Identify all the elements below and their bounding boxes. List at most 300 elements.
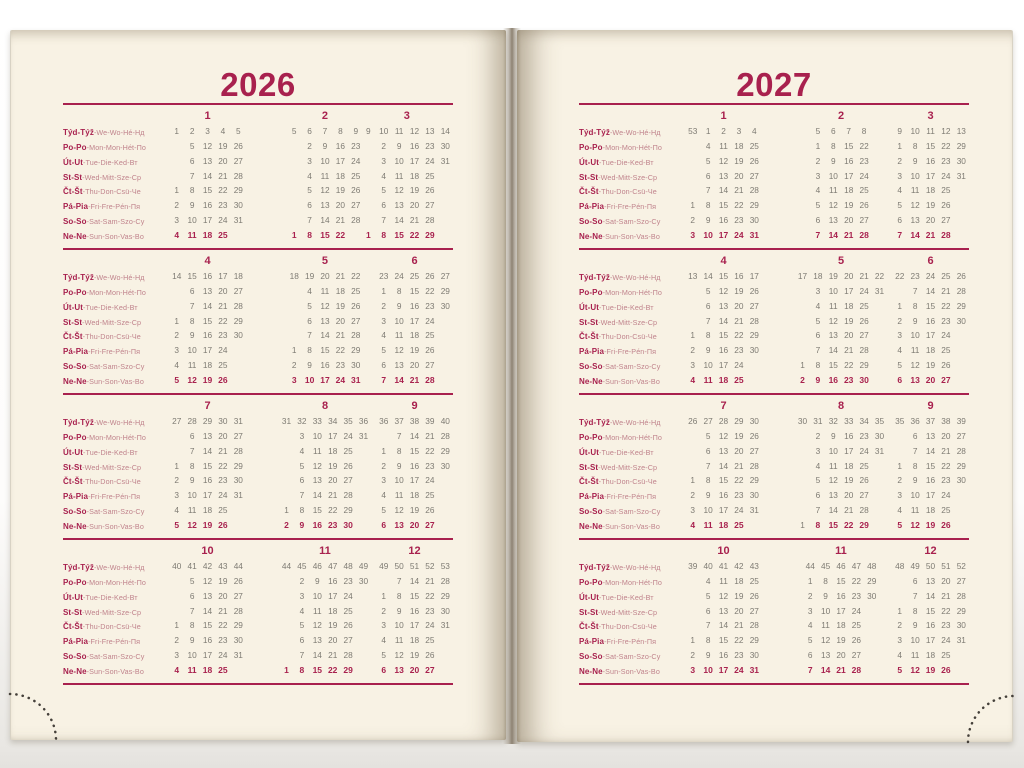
- label-spacer: [63, 254, 160, 269]
- week-number-cell: 9: [353, 125, 359, 136]
- day-label-column: [579, 544, 676, 678]
- sunday-cell: 2: [800, 375, 805, 386]
- day-cell: 24: [941, 635, 951, 646]
- day-row-label: [63, 574, 160, 589]
- day-label-bold: Čt-Št: [579, 187, 599, 197]
- sunday-cell: 4: [690, 375, 696, 386]
- day-cell: [231, 663, 246, 678]
- day-cell: 7: [307, 215, 312, 226]
- day-cell: 27: [425, 360, 435, 371]
- week-number-cell: 13: [425, 125, 435, 136]
- day-cell: 5: [897, 360, 903, 371]
- day-cell: 11: [394, 635, 404, 646]
- day-label-column: [63, 544, 160, 678]
- day-cell: 23: [851, 590, 861, 601]
- day-cell: 30: [956, 475, 966, 486]
- day-cell: 26: [425, 650, 435, 661]
- day-cell: 4: [174, 360, 180, 371]
- day-cell: 8: [396, 285, 402, 296]
- day-cell: 26: [749, 155, 759, 166]
- week-number-cell: 20: [844, 270, 854, 281]
- day-cell: 21: [844, 345, 854, 356]
- day-cell: 14: [202, 445, 213, 456]
- day-cell: 23: [425, 140, 435, 151]
- month-block: [876, 399, 969, 533]
- day-cell: 23: [734, 650, 744, 661]
- day-cell: 13: [202, 155, 213, 166]
- day-cell: 9: [396, 605, 402, 616]
- day-cell: 12: [320, 185, 330, 196]
- day-cell: 15: [409, 285, 420, 296]
- day-cell: 1: [800, 520, 805, 531]
- sunday-cell: 11: [187, 230, 197, 241]
- day-cell: 5: [189, 575, 195, 586]
- day-cell: 17: [718, 505, 729, 516]
- day-cell: 1: [174, 460, 180, 471]
- week-number-cell: 9: [366, 125, 371, 136]
- day-cell: 24: [859, 285, 869, 296]
- day-cell: 26: [425, 505, 435, 516]
- week-number-cell: 31: [233, 415, 243, 426]
- week-number-cell: 23: [910, 270, 920, 281]
- week-number-cell: 44: [233, 560, 243, 571]
- day-cell: 30: [358, 575, 369, 586]
- day-cell: 11: [828, 185, 838, 196]
- day-cell: 26: [749, 285, 759, 296]
- day-cell: 21: [218, 445, 228, 456]
- week-number-cell: 20: [320, 270, 330, 281]
- week-number-cell: 10: [379, 125, 389, 136]
- sunday-cell: 14: [394, 375, 404, 386]
- day-cell: [279, 589, 294, 604]
- label-spacer: [579, 254, 676, 269]
- day-cell: 21: [218, 170, 228, 181]
- day-cell: [231, 373, 246, 388]
- day-row-label: [63, 154, 160, 169]
- day-row-label: [63, 648, 160, 663]
- day-cell: [954, 648, 969, 663]
- day-cell: 19: [328, 620, 338, 631]
- day-cell: [747, 358, 762, 373]
- week-number-cell: 6: [830, 125, 836, 136]
- day-cell: 16: [925, 155, 936, 166]
- day-cell: 26: [425, 185, 435, 196]
- day-cell: 8: [912, 605, 918, 616]
- day-cell: 1: [800, 360, 805, 371]
- day-cell: 9: [823, 590, 828, 601]
- day-row-label: [63, 414, 160, 429]
- sunday-cell: 3: [690, 665, 696, 676]
- day-label-bold: Týd-Týž: [579, 272, 610, 282]
- day-cell: 4: [705, 575, 711, 586]
- right-page-content: [579, 30, 969, 742]
- day-label-translations: -Tue-Die-Ked-Вт: [599, 302, 654, 312]
- day-label-translations: -We-Wo-Hé-Нд: [609, 562, 661, 572]
- day-cell: 28: [343, 490, 353, 501]
- day-cell: 29: [956, 300, 966, 311]
- week-number-cell: 39: [956, 415, 966, 426]
- day-cell: 9: [705, 345, 711, 356]
- day-row-label: [63, 139, 160, 154]
- day-cell: 10: [312, 430, 322, 441]
- day-row-label: [63, 589, 160, 604]
- sunday-cell: 19: [202, 375, 213, 386]
- day-label-bold: Po-Po: [63, 432, 87, 442]
- day-row-label: [63, 488, 160, 503]
- week-number-cell: 19: [828, 270, 838, 281]
- day-cell: 22: [859, 140, 869, 151]
- day-label-translations: -Sun-Son-Vas-Во: [602, 377, 660, 387]
- day-cell: 17: [718, 360, 729, 371]
- day-cell: [287, 169, 302, 184]
- day-label-translations: -Sun-Son-Vas-Во: [86, 377, 144, 387]
- day-label-bold: Po-Po: [63, 142, 87, 152]
- day-cell: 26: [851, 635, 861, 646]
- day-cell: 7: [189, 445, 195, 456]
- day-cell: 25: [425, 635, 435, 646]
- day-cell: 9: [912, 475, 918, 486]
- day-cell: [279, 429, 294, 444]
- day-cell: 20: [328, 635, 338, 646]
- day-cell: 8: [912, 140, 918, 151]
- day-cell: [169, 604, 184, 619]
- day-label-translations: -Wed-Mitt-Sze-Ср: [82, 607, 142, 617]
- day-label-bold: Čt-Št: [63, 477, 83, 487]
- day-cell: 30: [233, 330, 243, 341]
- day-cell: 15: [409, 590, 420, 601]
- week-number-cell: 18: [813, 270, 823, 281]
- day-cell: 2: [174, 635, 180, 646]
- day-cell: 23: [343, 575, 353, 586]
- day-cell: 14: [320, 215, 330, 226]
- day-cell: 27: [859, 490, 869, 501]
- day-cell: 21: [941, 590, 951, 601]
- day-cell: 4: [381, 170, 387, 181]
- sunday-cell: 3: [690, 230, 696, 241]
- day-label-translations: -Fri-Fre-Pén-Пя: [88, 492, 141, 502]
- day-row-label: [579, 213, 676, 228]
- sunday-cell: 12: [910, 665, 920, 676]
- sunday-cell: 11: [187, 665, 197, 676]
- sunday-cell: 31: [351, 375, 361, 386]
- day-label-column: [579, 254, 676, 388]
- day-label-bold: Týd-Týž: [579, 562, 610, 572]
- day-cell: 3: [381, 155, 387, 166]
- day-label-bold: Pá-Pia: [579, 492, 605, 502]
- week-number-cell: 39: [688, 560, 698, 571]
- day-cell: 13: [718, 445, 729, 456]
- day-cell: 12: [312, 460, 322, 471]
- day-cell: 13: [202, 590, 213, 601]
- day-cell: 9: [189, 200, 195, 211]
- day-cell: [685, 314, 700, 329]
- day-cell: 3: [174, 490, 180, 501]
- day-cell: 13: [394, 360, 404, 371]
- day-cell: 25: [851, 620, 861, 631]
- week-number-cell: 30: [218, 415, 228, 426]
- month-block: [160, 254, 246, 388]
- day-cell: 1: [174, 315, 180, 326]
- day-cell: 17: [836, 605, 846, 616]
- day-cell: 30: [749, 490, 759, 501]
- day-cell: 16: [409, 300, 420, 311]
- week-number-cell: 42: [734, 560, 744, 571]
- day-cell: 15: [409, 445, 420, 456]
- week-number-cell: 27: [703, 415, 713, 426]
- day-cell: 10: [187, 650, 197, 661]
- week-number-cell: 18: [289, 270, 299, 281]
- day-cell: 8: [396, 590, 402, 601]
- day-cell: 6: [189, 430, 195, 441]
- month-block: [278, 254, 372, 388]
- day-cell: 28: [859, 345, 869, 356]
- day-cell: 8: [396, 445, 402, 456]
- day-cell: 23: [351, 140, 361, 151]
- day-cell: 16: [202, 635, 213, 646]
- month-number: 11: [835, 545, 847, 557]
- day-cell: 9: [912, 620, 918, 631]
- day-cell: 22: [218, 185, 228, 196]
- day-cell: 22: [941, 300, 951, 311]
- day-row-label: [579, 299, 676, 314]
- day-cell: 27: [233, 285, 243, 296]
- label-spacer: [579, 399, 676, 414]
- day-cell: [231, 343, 246, 358]
- day-cell: 24: [218, 490, 228, 501]
- right-title-block: [579, 30, 969, 105]
- day-cell: 27: [233, 155, 243, 166]
- day-cell: 25: [859, 460, 869, 471]
- day-cell: [685, 589, 700, 604]
- day-cell: 2: [174, 200, 180, 211]
- day-cell: 26: [343, 620, 353, 631]
- day-label-translations: -Mon-Mon-Hét-По: [86, 577, 146, 587]
- day-cell: [438, 503, 453, 518]
- day-cell: 2: [897, 155, 903, 166]
- week-number-cell: 32: [828, 415, 838, 426]
- month-block: [360, 254, 453, 388]
- sunday-cell: 6: [381, 665, 387, 676]
- day-label-translations: -Thu-Don-Csü-Че: [598, 477, 657, 487]
- sunday-cell: 10: [703, 665, 713, 676]
- sunday-cell: 18: [202, 230, 213, 241]
- month-number: 3: [927, 110, 934, 122]
- day-cell: 28: [749, 460, 759, 471]
- week-number-cell: 35: [895, 415, 905, 426]
- day-cell: 12: [202, 575, 213, 586]
- day-row-label: [579, 648, 676, 663]
- sunday-cell: 21: [836, 665, 846, 676]
- day-cell: 8: [705, 200, 711, 211]
- day-cell: 10: [703, 360, 713, 371]
- month-block: [794, 399, 888, 533]
- day-cell: 16: [844, 430, 854, 441]
- sunday-cell: 1: [291, 230, 297, 241]
- sunday-cell: 18: [718, 375, 729, 386]
- day-cell: 29: [440, 285, 450, 296]
- day-cell: 19: [734, 285, 744, 296]
- day-row-label: [63, 444, 160, 459]
- week-number-cell: 4: [751, 125, 757, 136]
- month-block: [278, 544, 372, 678]
- day-cell: 22: [218, 460, 228, 471]
- day-cell: 22: [425, 285, 435, 296]
- day-cell: 21: [734, 315, 744, 326]
- day-cell: 8: [189, 460, 195, 471]
- day-label-translations: -Wed-Mitt-Sze-Ср: [82, 317, 142, 327]
- day-cell: 21: [734, 185, 744, 196]
- day-cell: 7: [705, 460, 711, 471]
- day-label-bold: St-St: [63, 607, 83, 617]
- day-label-bold: Týd-Týž: [63, 562, 94, 572]
- week-number-cell: 40: [172, 560, 182, 571]
- day-cell: 19: [844, 200, 854, 211]
- day-cell: 18: [202, 360, 213, 371]
- day-cell: 9: [314, 575, 320, 586]
- day-cell: 17: [202, 490, 213, 501]
- day-label-translations: -Sun-Son-Vas-Во: [86, 667, 144, 677]
- quarter-block: [579, 540, 969, 685]
- day-cell: 21: [734, 460, 744, 471]
- day-cell: 11: [719, 575, 728, 586]
- day-cell: 31: [358, 430, 369, 441]
- day-row-label: [63, 284, 160, 299]
- day-cell: [438, 328, 453, 343]
- day-cell: 2: [690, 650, 696, 661]
- week-number-cell: 6: [307, 125, 312, 136]
- day-cell: [795, 459, 810, 474]
- day-label-bold: Pá-Pia: [63, 202, 89, 212]
- sunday-cell: 6: [381, 520, 387, 531]
- day-cell: [954, 518, 969, 533]
- week-number-cell: 48: [343, 560, 353, 571]
- day-cell: 15: [718, 200, 729, 211]
- day-row-label: [579, 633, 676, 648]
- day-cell: 20: [328, 475, 338, 486]
- day-cell: 20: [218, 430, 228, 441]
- day-cell: [438, 314, 453, 329]
- day-cell: 31: [956, 635, 966, 646]
- day-label-column: [63, 109, 160, 243]
- day-row-label: [63, 169, 160, 184]
- day-cell: 29: [956, 140, 966, 151]
- day-cell: 29: [440, 590, 450, 601]
- day-cell: [287, 198, 302, 213]
- day-cell: 10: [828, 445, 838, 456]
- day-cell: 7: [705, 315, 711, 326]
- week-number-cell: 50: [394, 560, 404, 571]
- month-block: [876, 109, 969, 243]
- day-cell: 19: [409, 185, 420, 196]
- day-row-label: [63, 299, 160, 314]
- day-cell: [892, 429, 907, 444]
- label-spacer: [63, 109, 160, 124]
- day-cell: 7: [189, 300, 195, 311]
- day-cell: 19: [836, 635, 846, 646]
- month-number: 12: [924, 545, 937, 557]
- day-row-label: [63, 183, 160, 198]
- day-cell: [795, 473, 810, 488]
- week-number-cell: 43: [749, 560, 759, 571]
- sunday-cell: 19: [202, 520, 213, 531]
- week-number-cell: 38: [941, 415, 951, 426]
- day-cell: 14: [718, 315, 729, 326]
- day-cell: 15: [844, 140, 854, 151]
- day-cell: 14: [409, 575, 420, 586]
- day-row-label: [63, 269, 160, 284]
- day-cell: [795, 328, 810, 343]
- day-cell: 24: [941, 170, 951, 181]
- day-cell: 26: [749, 590, 759, 601]
- day-cell: 20: [844, 215, 854, 226]
- sunday-cell: 10: [304, 375, 315, 386]
- day-label-column: [63, 254, 160, 388]
- sunday-cell: 17: [718, 665, 729, 676]
- sunday-cell: 9: [299, 520, 305, 531]
- day-label-translations: -Thu-Don-Csü-Че: [82, 332, 141, 342]
- day-cell: 18: [202, 505, 213, 516]
- day-cell: 2: [381, 605, 387, 616]
- sunday-cell: 23: [327, 520, 338, 531]
- day-cell: 30: [867, 590, 877, 601]
- day-label-bold: Týd-Týž: [63, 127, 94, 137]
- month-block: [360, 109, 453, 243]
- day-cell: 14: [828, 345, 838, 356]
- day-cell: [279, 604, 294, 619]
- week-number-cell: 11: [926, 125, 935, 136]
- sunday-cell: 4: [174, 665, 180, 676]
- week-number-cell: 9: [897, 125, 903, 136]
- day-cell: [954, 343, 969, 358]
- day-cell: 30: [233, 200, 243, 211]
- day-cell: 6: [815, 490, 821, 501]
- week-number-cell: 34: [328, 415, 338, 426]
- day-cell: 16: [925, 315, 936, 326]
- day-cell: 20: [734, 170, 744, 181]
- month-number: 6: [411, 255, 418, 267]
- day-cell: 7: [299, 650, 305, 661]
- day-cell: [231, 503, 246, 518]
- day-row-label: [579, 284, 676, 299]
- day-row-label: [579, 269, 676, 284]
- day-label-translations: -Sun-Son-Vas-Во: [602, 522, 660, 532]
- day-cell: 3: [815, 445, 821, 456]
- week-number-cell: 48: [895, 560, 905, 571]
- day-cell: 9: [912, 315, 918, 326]
- day-row-label: [579, 518, 676, 533]
- day-cell: 2: [690, 215, 696, 226]
- day-cell: 27: [343, 635, 353, 646]
- day-cell: 20: [925, 215, 936, 226]
- week-number-cell: 15: [187, 270, 197, 281]
- day-cell: 4: [807, 620, 813, 631]
- day-cell: 20: [844, 330, 854, 341]
- day-label-bold: St-St: [579, 172, 599, 182]
- day-cell: 11: [320, 285, 330, 296]
- day-label-translations: -Tue-Die-Ked-Вт: [599, 592, 654, 602]
- day-cell: 8: [705, 635, 711, 646]
- day-cell: 19: [925, 360, 936, 371]
- day-cell: [279, 459, 294, 474]
- day-cell: 7: [912, 590, 918, 601]
- day-cell: 15: [925, 140, 936, 151]
- day-label-translations: -Wed-Mitt-Sze-Ср: [598, 607, 658, 617]
- day-cell: 1: [690, 330, 696, 341]
- sunday-cell: 11: [703, 520, 713, 531]
- day-cell: 28: [749, 185, 759, 196]
- day-cell: 3: [299, 430, 305, 441]
- week-number-cell: 16: [734, 270, 744, 281]
